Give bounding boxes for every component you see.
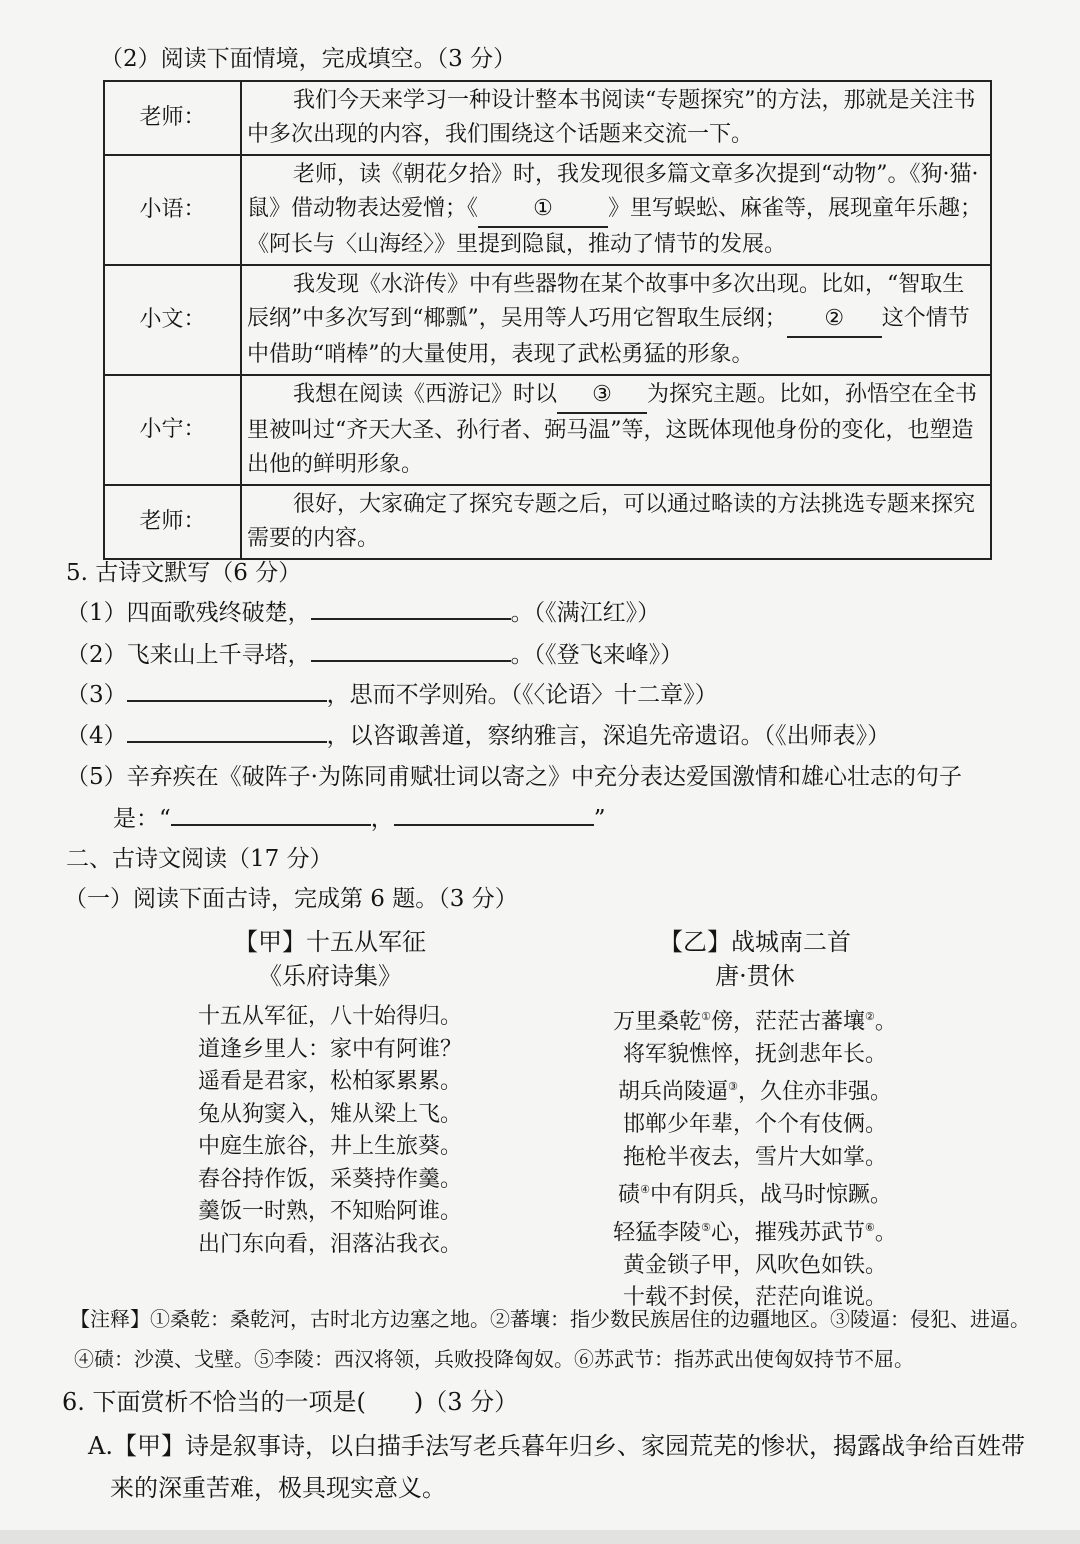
answer-blank[interactable] bbox=[311, 596, 511, 620]
poem-line: 中庭生旅谷，井上生旅葵。 bbox=[197, 1134, 462, 1159]
q5-item-2 bbox=[66, 636, 683, 669]
poem-line: 万里桑乾①傍，茫茫古蕃壤②。 bbox=[613, 1009, 897, 1035]
table-row bbox=[104, 265, 991, 375]
item-number: （2） bbox=[66, 642, 127, 668]
item-text: ” bbox=[593, 806, 606, 832]
speech-text: 》里写蜈蚣、麻雀等，展现童年乐趣；《阿长与〈山海经〉》里提到隐鼠，推动了情节的发展。 bbox=[247, 196, 983, 257]
q4-2-heading: （2）阅读下面情境，完成填空。（3 分） bbox=[100, 46, 517, 72]
q5-item-3 bbox=[66, 676, 718, 709]
poem-line: 拖枪半夜去，雪片大如掌。 bbox=[622, 1144, 887, 1170]
poem-line: 轻猛李陵⑤心，摧残苏武节⑥。 bbox=[613, 1220, 897, 1246]
poem-line: 道逢乡里人：家中有阿谁？ bbox=[197, 1036, 462, 1062]
speech-cell: 我们今天来学习一种设计整本书阅读“专题探究”的方法，那就是关注书中多次出现的内容，我们围绕这个话题来交流一下。 bbox=[241, 81, 991, 155]
note-marker: ① bbox=[701, 1010, 711, 1023]
speaker-cell: 小文： bbox=[104, 265, 241, 375]
section-2-heading: 二、古诗文阅读（17 分） bbox=[66, 846, 333, 872]
note-marker: ② bbox=[865, 1010, 875, 1023]
q6-option-a-cont: 来的深重苦难，极具现实意义。 bbox=[110, 1474, 446, 1502]
poem-line: 羹饭一时熟，不知贻阿谁。 bbox=[197, 1199, 462, 1224]
speech-text: 为探究主题。比如，孙悟空在全书里被叫过“齐天大圣、孙行者、弼马温”等，这既体现他身份的变化，也塑造出他的鲜明形象。 bbox=[247, 382, 978, 477]
poem-line: 黄金锁子甲，风吹色如铁。 bbox=[622, 1252, 887, 1278]
q5-item-4 bbox=[66, 717, 890, 750]
table-row bbox=[104, 485, 991, 559]
item-source: 。（《登飞来峰》） bbox=[510, 642, 684, 668]
fill-blank-2[interactable]: ② bbox=[787, 302, 882, 338]
section-2-sub-heading: （一）阅读下面古诗，完成第 6 题。（3 分） bbox=[64, 886, 518, 912]
table-row bbox=[104, 81, 991, 155]
item-number: （3） bbox=[66, 682, 127, 708]
poem-b-title: 【乙】战城南二首 bbox=[659, 928, 851, 956]
speech-cell bbox=[241, 375, 991, 485]
item-text: ， bbox=[370, 806, 394, 832]
poem-line: 遥看是君家，松柏冢累累。 bbox=[197, 1069, 462, 1094]
poem-line: 兔从狗窦入，雉从梁上飞。 bbox=[197, 1101, 462, 1127]
table-row bbox=[104, 155, 991, 265]
item-source: ，思而不学则殆。（《〈论语〉十二章》） bbox=[326, 682, 718, 708]
note-marker: ⑤ bbox=[701, 1220, 711, 1234]
notes-line-2: ④碛：沙漠、戈壁。⑤李陵：西汉将领，兵败投降匈奴。⑥苏武节：指苏武出使匈奴持节不屈。 bbox=[74, 1347, 914, 1371]
speaker-cell: 小宁： bbox=[104, 375, 241, 485]
dialogue-table bbox=[103, 80, 992, 560]
item-source: 。（《满江红》） bbox=[510, 600, 661, 626]
item-text: 四面歌残终破楚， bbox=[126, 600, 311, 626]
answer-blank[interactable] bbox=[394, 802, 594, 826]
poem-a-title: 【甲】十五从军征 bbox=[234, 928, 426, 956]
speaker-cell: 老师： bbox=[104, 485, 241, 559]
speech-text: 老师，读《朝花夕拾》时，我发现很多篇文章多次提到“动物”。《狗·猫·鼠》借动物表达爱憎；《 bbox=[247, 162, 979, 221]
q6-stem: 6. 下面赏析不恰当的一项是( )（3 分） bbox=[62, 1388, 519, 1416]
poem-line: 十载不封侯，茫茫向谁说。 bbox=[622, 1285, 887, 1311]
answer-blank[interactable] bbox=[171, 802, 371, 826]
q5-item-1 bbox=[66, 594, 660, 627]
poem-line: 十五从军征，八十始得归。 bbox=[197, 1004, 462, 1029]
speaker-cell: 小语： bbox=[104, 155, 241, 265]
q6-option-a[interactable]: A.【甲】诗是叙事诗，以白描手法写老兵暮年归乡、家园荒芜的惨状，揭露战争给百姓带 bbox=[88, 1432, 1025, 1460]
answer-blank[interactable] bbox=[127, 678, 327, 702]
fill-blank-1[interactable]: ① bbox=[478, 192, 608, 228]
speech-text: 我发现《水浒传》中有些器物在某个故事中多次出现。比如，“智取生辰纲”中多次写到“椰瓢”，吴用等人巧用它智取生辰纲； bbox=[247, 272, 965, 331]
note-marker: ④ bbox=[640, 1183, 650, 1197]
poem-line: 将军貌憔悴，抚剑悲年长。 bbox=[622, 1041, 887, 1067]
note-marker: ③ bbox=[728, 1080, 738, 1094]
q5-item-5-answer bbox=[113, 800, 606, 833]
speech-cell bbox=[241, 265, 991, 375]
answer-blank[interactable] bbox=[127, 719, 327, 743]
answer-blank[interactable] bbox=[311, 638, 511, 662]
poem-a bbox=[180, 925, 480, 1261]
note-marker: ⑥ bbox=[865, 1220, 875, 1234]
speech-cell bbox=[241, 155, 991, 265]
q5-heading: 5. 古诗文默写（6 分） bbox=[66, 560, 302, 586]
item-text: 是：“ bbox=[113, 806, 171, 832]
fill-blank-3[interactable]: ③ bbox=[557, 378, 647, 414]
notes-line-1: 【注释】①桑乾：桑乾河，古时北方边塞之地。②蕃壤：指少数民族居住的边疆地区。③陵逼：侵犯、进逼。 bbox=[70, 1307, 1030, 1331]
item-source: ，以咨诹善道，察纳雅言，深追先帝遗诏。（《出师表》） bbox=[326, 723, 891, 749]
q5-item-5: （5）辛弃疾在《破阵子·为陈同甫赋壮词以寄之》中充分表达爱国激情和雄心壮志的句子 bbox=[66, 764, 962, 790]
speech-text: 我想在阅读《西游记》时以 bbox=[293, 382, 558, 407]
poem-line: 胡兵尚陵逼③，久住亦非强。 bbox=[618, 1079, 892, 1105]
item-number: （1） bbox=[66, 600, 127, 626]
poem-b bbox=[600, 925, 910, 1315]
poem-line: 邯郸少年辈，个个有伎俩。 bbox=[622, 1112, 887, 1138]
table-row bbox=[104, 375, 991, 485]
poem-b-source: 唐·贯休 bbox=[715, 962, 795, 990]
item-number: （4） bbox=[66, 723, 127, 749]
poem-line: 碛④中有阴兵，战马时惊蹶。 bbox=[618, 1182, 892, 1208]
speech-text: 这个情节中借助“哨棒”的大量使用，表现了武松勇猛的形象。 bbox=[247, 306, 970, 367]
speaker-cell: 老师： bbox=[104, 81, 241, 155]
page-edge bbox=[0, 1530, 1080, 1544]
poem-line: 舂谷持作饭，采葵持作羹。 bbox=[197, 1166, 462, 1192]
item-text: 飞来山上千寻塔， bbox=[126, 642, 311, 668]
speech-cell: 很好，大家确定了探究专题之后，可以通过略读的方法挑选专题来探究需要的内容。 bbox=[241, 485, 991, 559]
poem-line: 出门东向看，泪落沾我衣。 bbox=[197, 1231, 462, 1257]
poem-a-source: 《乐府诗集》 bbox=[258, 962, 402, 990]
